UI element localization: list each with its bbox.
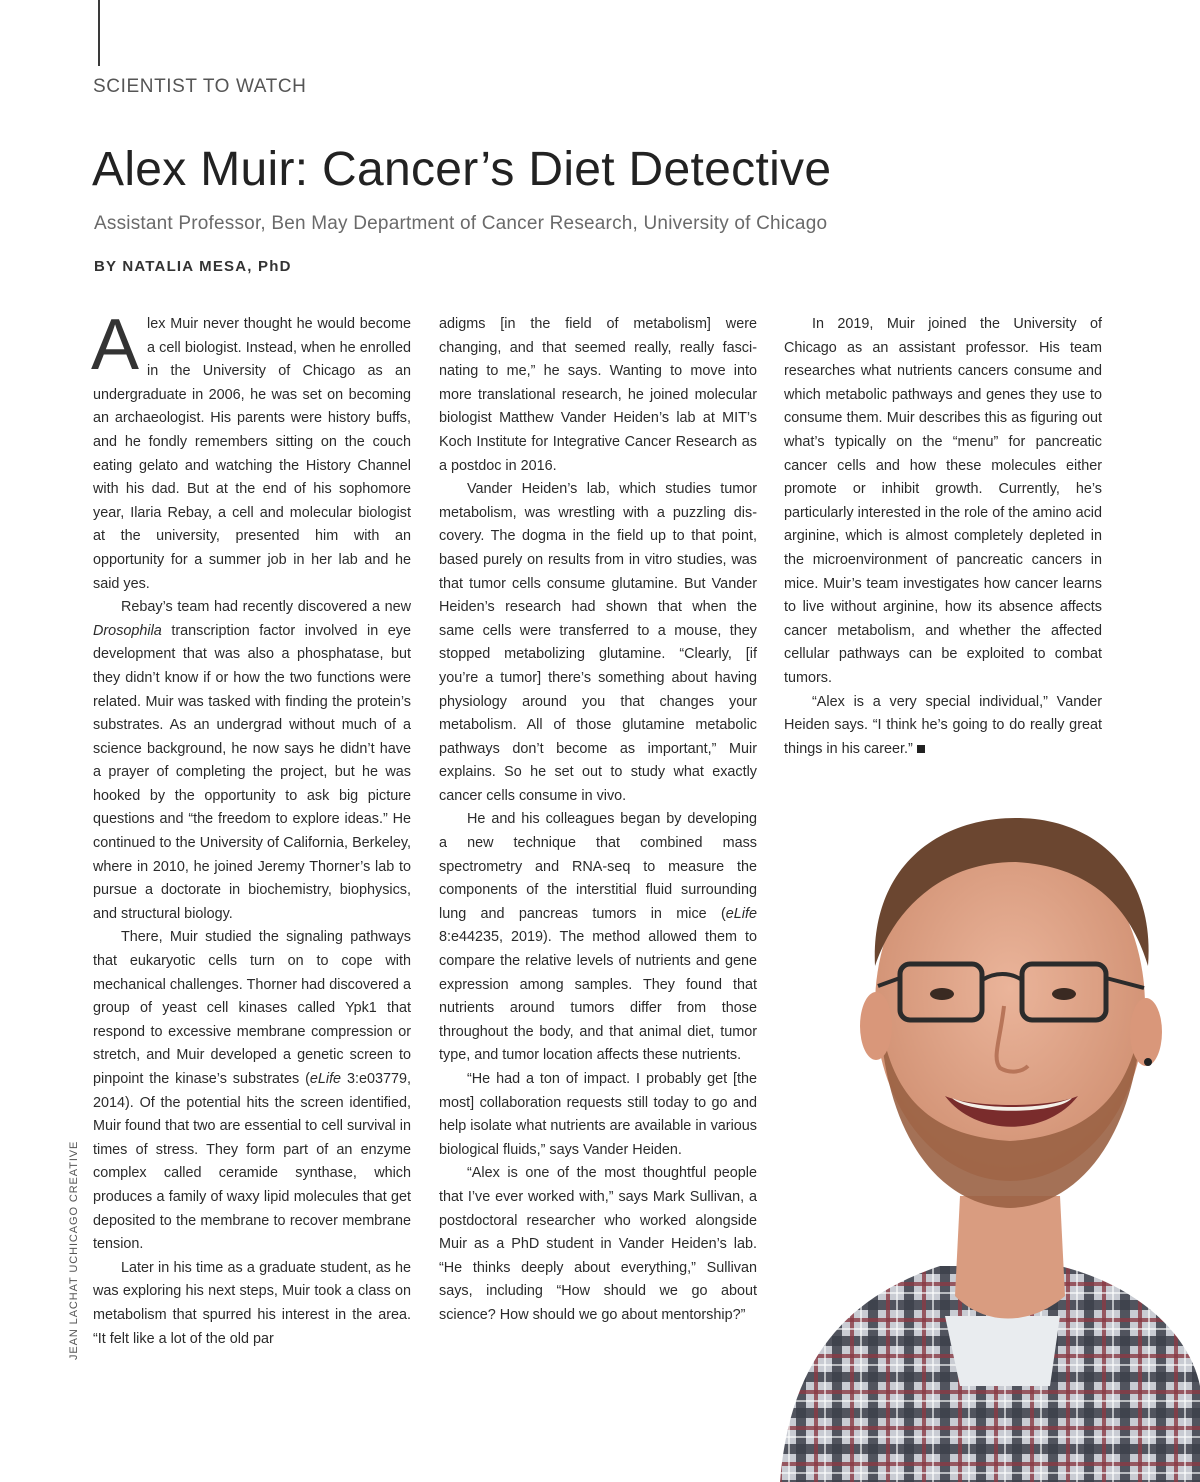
top-rule — [98, 0, 100, 66]
left-eye — [930, 988, 954, 1000]
paragraph: Later in his time as a graduate student, as he was exploring his next steps, Muir took a class on metabolism that spurred his interest in the area. “It felt like a lot of the old par — [93, 1259, 411, 1347]
journal-name: eLife — [309, 1071, 342, 1087]
portrait-photo — [760, 796, 1200, 1482]
right-eye — [1052, 988, 1076, 1000]
right-ear — [1130, 998, 1162, 1066]
paragraph — [93, 596, 411, 926]
article-column-1 — [91, 305, 411, 1351]
paragraph-text: He and his colleagues began by developing a new technique that combined mass spectrometry and RNA-seq to measure the components of the interstitial fluid surrounding lung and pancreas tumors in mice ( — [439, 811, 757, 922]
paragraph-text: 8:e44235, 2019). The method allowed them to compare the relative levels of nutrients and gene expression among samples. They found that nutrients around tumors differ from those throughout the body, and that animal diet, tumor type, and tumor location affects these nutrients. — [439, 929, 757, 1064]
paragraph: Vander Heiden’s lab, which studies tumor metabolism, was wrestling with a puzzling discovery. The dogma in the field up to that point, based purely on results from in vitro studies, was that tumor cells consume glutamine. But Vander Heiden’s research had shown that when the same cells were transferred to a mouse, they stopped metabolizing glutamine. “Clearly, [if you’re a tumor] there’s something about having physiology around you that changes your metabolism. All of those glutamine metabolic pathways don’t become as important,” Muir explains. So he set out to study what exactly cancer cells consume in vivo. — [439, 481, 757, 804]
photo-credit — [56, 1140, 80, 1360]
paragraph-text: lex Muir never thought he would become a cell biologist. Instead, when he enrolled in the University of Chicago as an undergraduate in 2006, he was set on becoming an archaeologist. His parents were history buffs, and he fondly remembers sitting on the couch eating gelato and watching the History Channel with his dad. But at the end of his sophomore year, Ilaria Rebay, a cell and molecular biologist at the university, presented him with an opportunity for a summer job in her lab and he said yes. — [93, 316, 411, 592]
species-name: Drosophila — [93, 622, 162, 639]
drop-cap: A — [91, 305, 140, 385]
neck — [955, 1196, 1065, 1319]
article-column-3 — [784, 313, 1102, 761]
earring — [1144, 1058, 1152, 1066]
paragraph-text: 3:e03779, 2014). Of the potential hits the screen identified, Muir found that two are essential to cell survival in times of stress. They form part of an enzyme complex called ceramide synthase, which produces a family of waxy lipid molecules that get deposited to the membrane to recover membrane tension. — [93, 1071, 411, 1253]
paragraph — [93, 926, 411, 1256]
paragraph — [439, 808, 757, 1068]
paragraph: “He had a ton of impact. I probably get [the most] collaboration requests still today to go and help isolate what nutrients are available in various biological fluids,” says Vander Heiden. — [439, 1071, 757, 1158]
paragraph: In 2019, Muir joined the University of Chicago as an assistant professor. His team researches what nutrients cancers consume and which metabolic pathways and genes they use to consume them. Muir describes this as figuring out what’s typically on the “menu” for pancreatic cancer cells and how these molecules either promote or inhibit growth. Currently, he’s particularly interested in the role of the amino acid arginine, which is almost completely depleted in the microenvironment of pancreatic cancers in mice. Muir’s team investigates how cancer learns to live without arginine, how its absence affects cancer metabolism, and whether the affected cellular pathways can be exploited to combat tumors. — [784, 316, 1102, 686]
paragraph: adigms [in the field of metabolism] were changing, and that seemed really, really fascinating to me,” he says. Wanting to move into more translational research, he joined molecular biologist Matthew Vander Heiden’s lab at MIT’s Koch Institute for Integrative Cancer Research as a postdoc in 2016. — [439, 316, 757, 474]
paragraph — [91, 305, 411, 596]
article-title: Alex Muir: Cancer’s Diet Detective — [92, 143, 832, 196]
undershirt — [945, 1316, 1060, 1386]
article-subtitle: Assistant Professor, Ben May Department of Cancer Research, University of Chicago — [94, 213, 828, 234]
section-kicker: SCIENTIST TO WATCH — [93, 76, 307, 97]
end-mark-icon — [917, 745, 925, 753]
byline: BY NATALIA MESA, PhD — [94, 258, 292, 275]
article-column-2 — [439, 313, 757, 1328]
photo-credit-text: JEAN LACHAT UCHICAGO CREATIVE — [68, 1140, 80, 1360]
paragraph-text: Rebay’s team had recently discovered a new — [121, 599, 411, 616]
paragraph-text: transcription factor involved in eye development that was also a phosphatase, but they didn’t know if or how the two functions were related. Muir was tasked with finding the protein’s substrates. As an undergrad without much of a science background, he now says he didn’t have a prayer of completing the project, but he was hooked by the opportunity to ask big picture questions and “the freedom to explore ideas.” He continued to the University of California, Berkeley, where in 2010, he joined Jeremy Thorner’s lab to pursue a doctorate in biochemistry, biophysics, and structural biology. — [93, 622, 411, 922]
paragraph-text: “Alex is a very special individual,” Vander Heiden says. “I think he’s going to do really great things in his career.” — [784, 693, 1102, 757]
journal-name: eLife — [725, 905, 757, 922]
left-ear — [860, 992, 892, 1060]
paragraph — [784, 691, 1102, 762]
paragraph-text: There, Muir studied the signaling pathways that eukaryotic cells turn on to cope with mechanical challenges. Thorner had discovered a group of yeast cell kinases called Ypk1 that respond to excessive membrane compression or stretch, and Muir developed a genetic screen to pinpoint the kinase’s substrates ( — [93, 929, 411, 1087]
paragraph: “Alex is one of the most thoughtful people that I’ve ever worked with,” says Mark Sullivan, a postdoctoral researcher who worked alongside Muir as a PhD student in Vander Heiden’s lab. “He thinks deeply about everything,” Sullivan says, including “How should we go about science? How should we go about mentorship?” — [439, 1165, 757, 1323]
